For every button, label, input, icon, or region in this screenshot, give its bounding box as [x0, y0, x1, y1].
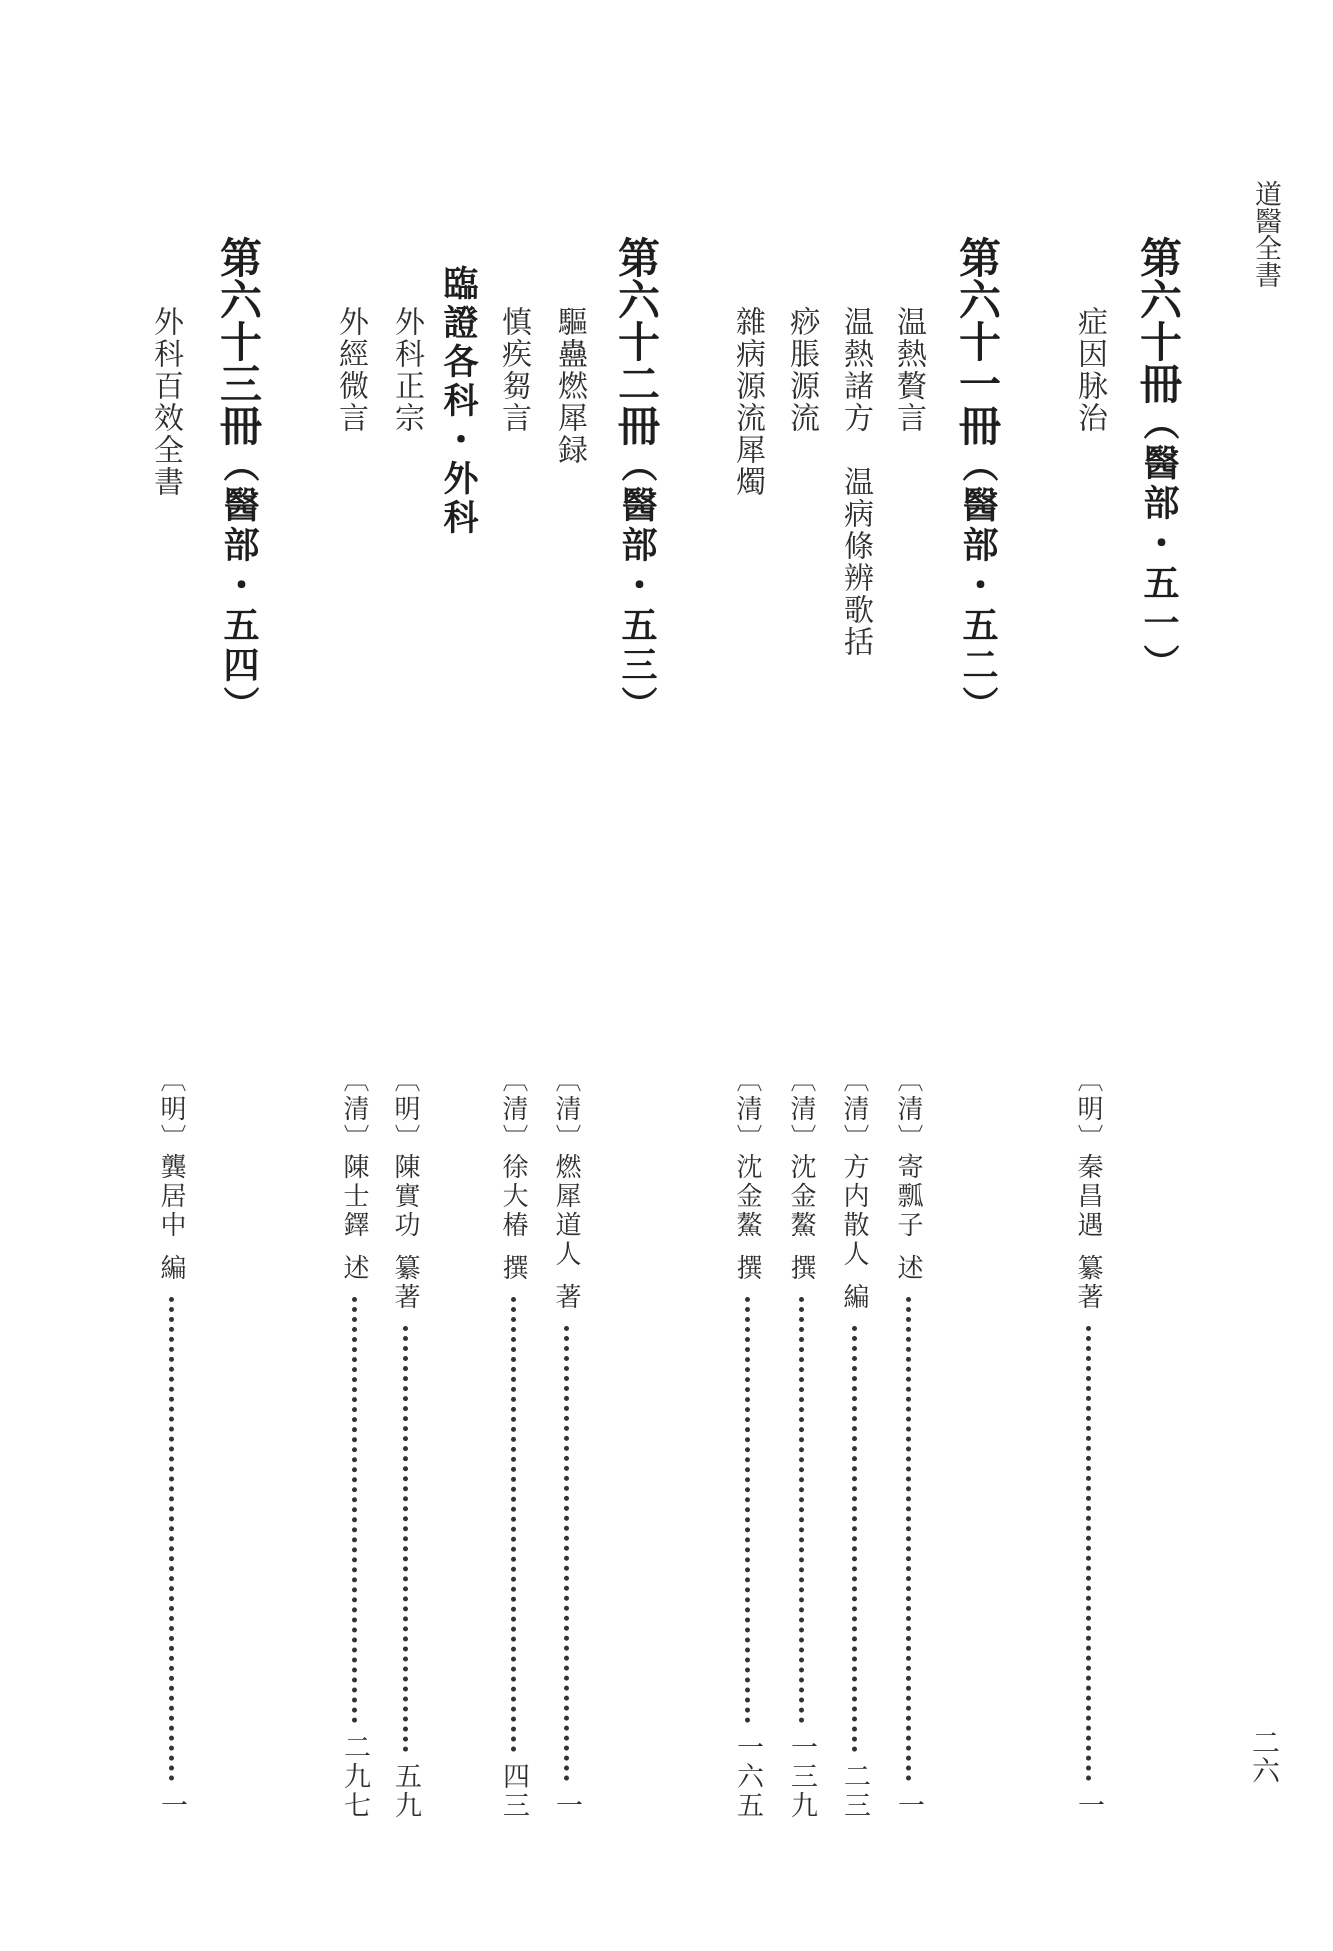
- author-role: 撰: [786, 1254, 816, 1283]
- dynasty: 〔明〕: [1073, 1066, 1103, 1153]
- entry-title: 驅蠱燃犀録: [552, 306, 587, 466]
- entry-page-number: 一三九: [786, 1733, 817, 1820]
- toc-entry-author: [390, 1066, 420, 1820]
- author-name: 龔居中: [156, 1153, 186, 1240]
- dot-leader: [799, 1297, 804, 1723]
- author-role: 撰: [498, 1254, 528, 1283]
- dot-leader: [1086, 1326, 1091, 1781]
- toc-entry-author: [339, 1066, 369, 1820]
- dot-leader: [403, 1326, 408, 1752]
- running-header: 道醫全書: [1250, 180, 1281, 288]
- author-role: 述: [339, 1254, 369, 1283]
- entry-page-number: 一: [893, 1791, 924, 1820]
- entry-title: 温熱諸方 温病條辨歌括: [838, 306, 873, 658]
- author-name: 方内散人: [839, 1153, 869, 1269]
- toc-entry-author: [839, 1066, 869, 1820]
- toc-entry-author: [498, 1066, 528, 1820]
- volume-title-text: 第六十冊: [1134, 236, 1183, 404]
- entry-title: 温熱贅言: [891, 306, 926, 434]
- dynasty: 〔清〕: [339, 1066, 369, 1153]
- author-role: 編: [839, 1283, 869, 1312]
- entry-title: 外經微言: [333, 306, 368, 434]
- dot-leader: [852, 1326, 857, 1752]
- dynasty: 〔清〕: [551, 1066, 581, 1153]
- entry-page-number: 四三: [498, 1762, 529, 1820]
- volume-title-60: [1134, 236, 1183, 684]
- dot-leader: [352, 1297, 357, 1723]
- author-role: 纂著: [390, 1254, 420, 1312]
- dynasty: 〔明〕: [390, 1066, 420, 1153]
- toc-entry-author: [1073, 1066, 1103, 1820]
- volume-subtitle: （醫部・五四）: [218, 446, 259, 726]
- volume-subtitle: （醫部・五一）: [1138, 404, 1179, 684]
- author-name: 陳士鐸: [339, 1153, 369, 1240]
- author-role: 撰: [732, 1254, 762, 1283]
- author-name: 陳實功: [390, 1153, 420, 1240]
- entry-page-number: 五九: [390, 1762, 421, 1820]
- entry-title: 痧脹源流: [784, 306, 819, 434]
- author-name: 徐大椿: [498, 1153, 528, 1240]
- entry-page-number: 二三: [839, 1762, 870, 1820]
- volume-title-text: 第六十一冊: [953, 236, 1002, 446]
- author-name: 沈金鰲: [732, 1153, 762, 1240]
- dot-leader: [511, 1297, 516, 1752]
- volume-title-63: [214, 236, 263, 726]
- entry-page-number: 一: [1073, 1791, 1104, 1820]
- entry-page-number: 一六五: [732, 1733, 763, 1820]
- entry-title: 慎疾芻言: [496, 306, 531, 434]
- volume-subtitle: （醫部・五二）: [957, 446, 998, 726]
- toc-entry-author: [551, 1066, 581, 1820]
- author-name: 燃犀道人: [551, 1153, 581, 1269]
- author-name: 沈金鰲: [786, 1153, 816, 1240]
- dot-leader: [564, 1326, 569, 1781]
- author-role: 纂著: [1073, 1254, 1103, 1312]
- dot-leader: [169, 1297, 174, 1781]
- volume-title-62: [612, 236, 661, 726]
- dynasty: 〔清〕: [732, 1066, 762, 1153]
- entry-title: 外科百效全書: [148, 306, 183, 498]
- author-role: 述: [893, 1254, 923, 1283]
- volume-title-text: 第六十三冊: [214, 236, 263, 446]
- dynasty: 〔清〕: [893, 1066, 923, 1153]
- author-name: 秦昌遇: [1073, 1153, 1103, 1240]
- entry-page-number: 二九七: [339, 1733, 370, 1820]
- entry-title: 外科正宗: [389, 306, 424, 434]
- dot-leader: [906, 1297, 911, 1781]
- author-name: 寄瓢子: [893, 1153, 923, 1240]
- dynasty: 〔清〕: [498, 1066, 528, 1153]
- toc-entry-author: [156, 1066, 186, 1820]
- entry-title: 雜病源流犀燭: [730, 306, 765, 498]
- dynasty: 〔清〕: [839, 1066, 869, 1153]
- page-number: 二六: [1248, 1728, 1281, 1784]
- entry-title: 症因脉治: [1072, 306, 1107, 434]
- volume-subtitle: （醫部・五三）: [616, 446, 657, 726]
- author-role: 著: [551, 1283, 581, 1312]
- volume-title-text: 第六十二冊: [612, 236, 661, 446]
- author-role: 編: [156, 1254, 186, 1283]
- toc-entry-author: [732, 1066, 762, 1820]
- toc-entry-author: [893, 1066, 923, 1820]
- dynasty: 〔明〕: [156, 1066, 186, 1153]
- toc-entry-author: [786, 1066, 816, 1820]
- entry-page-number: 一: [551, 1791, 582, 1820]
- entry-page-number: 一: [156, 1791, 187, 1820]
- section-heading: 臨證各科・外科: [438, 265, 478, 538]
- dot-leader: [745, 1297, 750, 1723]
- volume-title-61: [953, 236, 1002, 726]
- dynasty: 〔清〕: [786, 1066, 816, 1153]
